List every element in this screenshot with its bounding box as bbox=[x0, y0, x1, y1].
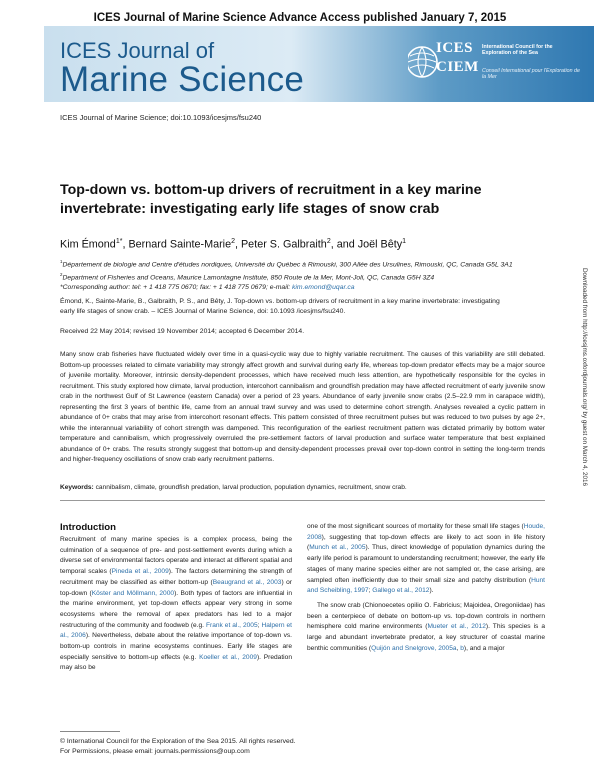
author-list bbox=[60, 238, 406, 251]
affiliation-item: $^2$Department of Fisheries and Oceans, Maurice Lamontagne Institute, 850 Route de la Mer, Mont-Joli, QC, Canada G5H 3Z4 bbox=[60, 272, 435, 282]
intro-column-right bbox=[307, 522, 545, 654]
reference-link[interactable]: Frank et al., 2005 bbox=[205, 621, 258, 629]
author-separator: , bbox=[122, 238, 129, 251]
intro-paragraph: one of the most significant sources of mortality for these small life stages (Houde, 2008), suggesting that top-down effects are likely to act soon in life history (Munch et al., 2005). Thus, direct knowledge of population dynamics during the early life period is paramount to understanding recruitment; however, the early life stages of many marine species either are not sampled or, the case arising, are sampled often inefficiently due to their small size and patchy distribution (Hunt and Scheibling, 1997; Gallego et al., 2012). bbox=[307, 523, 545, 595]
article-title: Top-down vs. bottom-up drivers of recruitment in a key marine invertebrate: investigating early life stages of snow crab bbox=[60, 182, 482, 217]
affiliations bbox=[60, 257, 550, 284]
advance-access-line: ICES Journal of Marine Science Advance Access published January 7, 2015 bbox=[93, 12, 507, 24]
author-name: Kim Émond bbox=[60, 238, 116, 251]
reference-link[interactable]: Houde, 2008 bbox=[307, 523, 545, 541]
footer bbox=[60, 737, 295, 757]
received-dates: Received 22 May 2014; revised 19 November 2014; accepted 6 December 2014. bbox=[60, 328, 305, 335]
author-separator: , bbox=[234, 238, 241, 251]
copyright-line: © International Council for the Exploration of the Sea 2015. All rights reserved. bbox=[60, 738, 296, 745]
author-affil-mark: 1 bbox=[402, 238, 407, 245]
author-affil-mark: 1* bbox=[115, 238, 123, 245]
author-name: Peter S. Galbraith bbox=[240, 238, 327, 251]
reference-link[interactable]: Mueter et al., 2012 bbox=[427, 623, 486, 631]
footer-divider bbox=[60, 731, 120, 732]
author-name: Bernard Sainte-Marie bbox=[128, 238, 232, 251]
intro-paragraph: Recruitment of many marine species is a complex process, being the culmination of a sequence of pre- and post-settlement events during which a diverse set of environmental factors operate and interact at different spatial and temporal scales (Pineda et al., 2009). The factors determining the strength of recruitment may be classified as either bottom-up (Beaugrand et al., 2003) or top-down (Köster and Möllmann, 2000). Both types of factors are influential in the marine environment, yet top-down effects appear very strong in some ecosystems where the removal of apex predators has led to a major restructuring of the community and foodweb (e.g. Frank et al., 2005; Halpern et al., 2006). Nevertheless, debate about the relative importance of top-down vs. bottom-up controls in marine ecosystems continues. Early life stages are especially sensitive to bottom-up effects (e.g. Koeller et al., 2009). Predation may also be bbox=[60, 536, 293, 672]
journal-name-line2: Marine Science bbox=[60, 60, 305, 99]
author-email-link[interactable]: kim.emond@uqar.ca bbox=[292, 284, 355, 291]
intro-column-left bbox=[60, 535, 292, 674]
reference-link[interactable]: b bbox=[460, 644, 464, 652]
corresponding-author: *Corresponding author: tel: + 1 418 775 0670; fax: + 1 418 775 0679; e-mail: kim.emond@uqar.ca bbox=[60, 284, 355, 291]
reference-link[interactable]: Koeller et al., 2009 bbox=[199, 653, 257, 661]
reference-link[interactable]: Köster and Möllmann, 2000 bbox=[91, 589, 175, 597]
download-sidebar bbox=[579, 268, 589, 598]
reference-link[interactable]: Gallego et al., 2012 bbox=[372, 587, 430, 595]
reference-link[interactable]: Beaugrand et al., 2003 bbox=[212, 578, 282, 586]
section-divider bbox=[60, 500, 545, 501]
council-name-fr: Conseil International pour l'Exploration de la Mer bbox=[482, 68, 580, 81]
author-affil-mark: 2 bbox=[231, 238, 235, 245]
reference-link[interactable]: Quijón and Snelgrove, 2005a bbox=[371, 644, 457, 652]
keywords: Keywords: cannibalism, climate, groundfish predation, larval production, population dynamics, recruitment, snow crab. bbox=[60, 484, 407, 491]
reference-link[interactable]: Hunt and Scheibling, 1997 bbox=[307, 576, 545, 595]
author-affil-mark: 2 bbox=[326, 238, 331, 245]
ices-logo-text: ICES bbox=[436, 40, 474, 56]
reference-link[interactable]: Halpern et al., 2006 bbox=[60, 621, 292, 640]
journal-name-line1: ICES Journal of bbox=[60, 38, 215, 63]
reference-link[interactable]: Munch et al., 2005 bbox=[309, 544, 366, 552]
introduction-heading: Introduction bbox=[60, 522, 116, 533]
download-note: Downloaded from http://icesjms.oxfordjournals.org/ by guest on March 4, 2016 bbox=[581, 268, 588, 487]
council-name-en: International Council for the Exploration of the Sea bbox=[482, 44, 553, 57]
ciem-logo-text: CIEM bbox=[436, 59, 479, 75]
author-separator: , and bbox=[330, 238, 358, 251]
abstract: Many snow crab fisheries have fluctuated widely over time in a quasi-cyclic way due to highly variable recruitment. The causes of this variability are still debated. Bottom-up processes related to climate variability may strongly affect growth and survival during early life, whereas top-down predator effects may be a major source of juvenile mortality. Moreover, intrinsic density-dependent processes, which have received much less attention, are hypothetically responsible for the cycles in recruitment. This study explored how climate, larval production, intercohort cannibalism and groundfish predation may have affected recruitment of early juvenile snow crab in the northwest Gulf of St Lawrence (eastern Canada) over a period of 23 years. Abundance of early juvenile snow crabs (2.5–22.9 mm in carapace width), representing the first 3 years of benthic life, came from an annual trawl survey and was used to determine cohort strength. Analyses revealed a cyclic pattern in abundance of 0+ crabs that may arise from intercohort resonant effects. This pattern consisted of three recruitment pulses but was reduced to two pulses by age 2+, while the interannual variability of cohort strength was dampened. This reconfiguration of the earliest recruitment pattern was dictated primarily by bottom water temperature and cannibalism, which progressively overruled the pre-settlement factors of larval production and surface water temperature that best explained abundance of 0+ crabs. The results strongly suggest that bottom-up and density-dependent processes prevail over top-down control in setting the long-term trends and higher-frequency oscillations of snow crab early recruitment patterns. bbox=[60, 351, 545, 463]
author-name: Joël Bêty bbox=[357, 238, 403, 251]
doi-citation: ICES Journal of Marine Science; doi:10.1093/icesjms/fsu240 bbox=[60, 113, 262, 122]
permissions-line: For Permissions, please email: journals.permissions@oup.com bbox=[60, 748, 250, 755]
affiliation-item: $^1$Département de biologie and Centre d'études nordiques, Université du Québec à Rimouski, 300 Allée des Ursulines, Rimouski, QC, Canada G5L 3A1 bbox=[60, 259, 513, 269]
cite-as-text: Émond, K., Sainte-Marie, B., Galbraith, P. S., and Bêty, J. Top-down vs. bottom-up drivers of recruitment in a key marine invertebrate: investigating early life stages of snow crab. – ICES Journal of Marine Science, doi: 10.1093 /icesjms/fsu240. bbox=[60, 298, 500, 315]
reference-link[interactable]: Pineda et al., 2009 bbox=[111, 568, 169, 576]
intro-paragraph: The snow crab (Chionoecetes opilio O. Fabricius; Majoidea, Oregoniidae) has been a centerpiece of debate on bottom-up vs. top-down controls in northern hemisphere cold marine environments (Mueter et al., 2012). This species is a large and abundant invertebrate predator, a key structurer of coastal marine benthic communities (Quijón and Snelgrove, 2005a, b), and a major bbox=[307, 601, 545, 652]
